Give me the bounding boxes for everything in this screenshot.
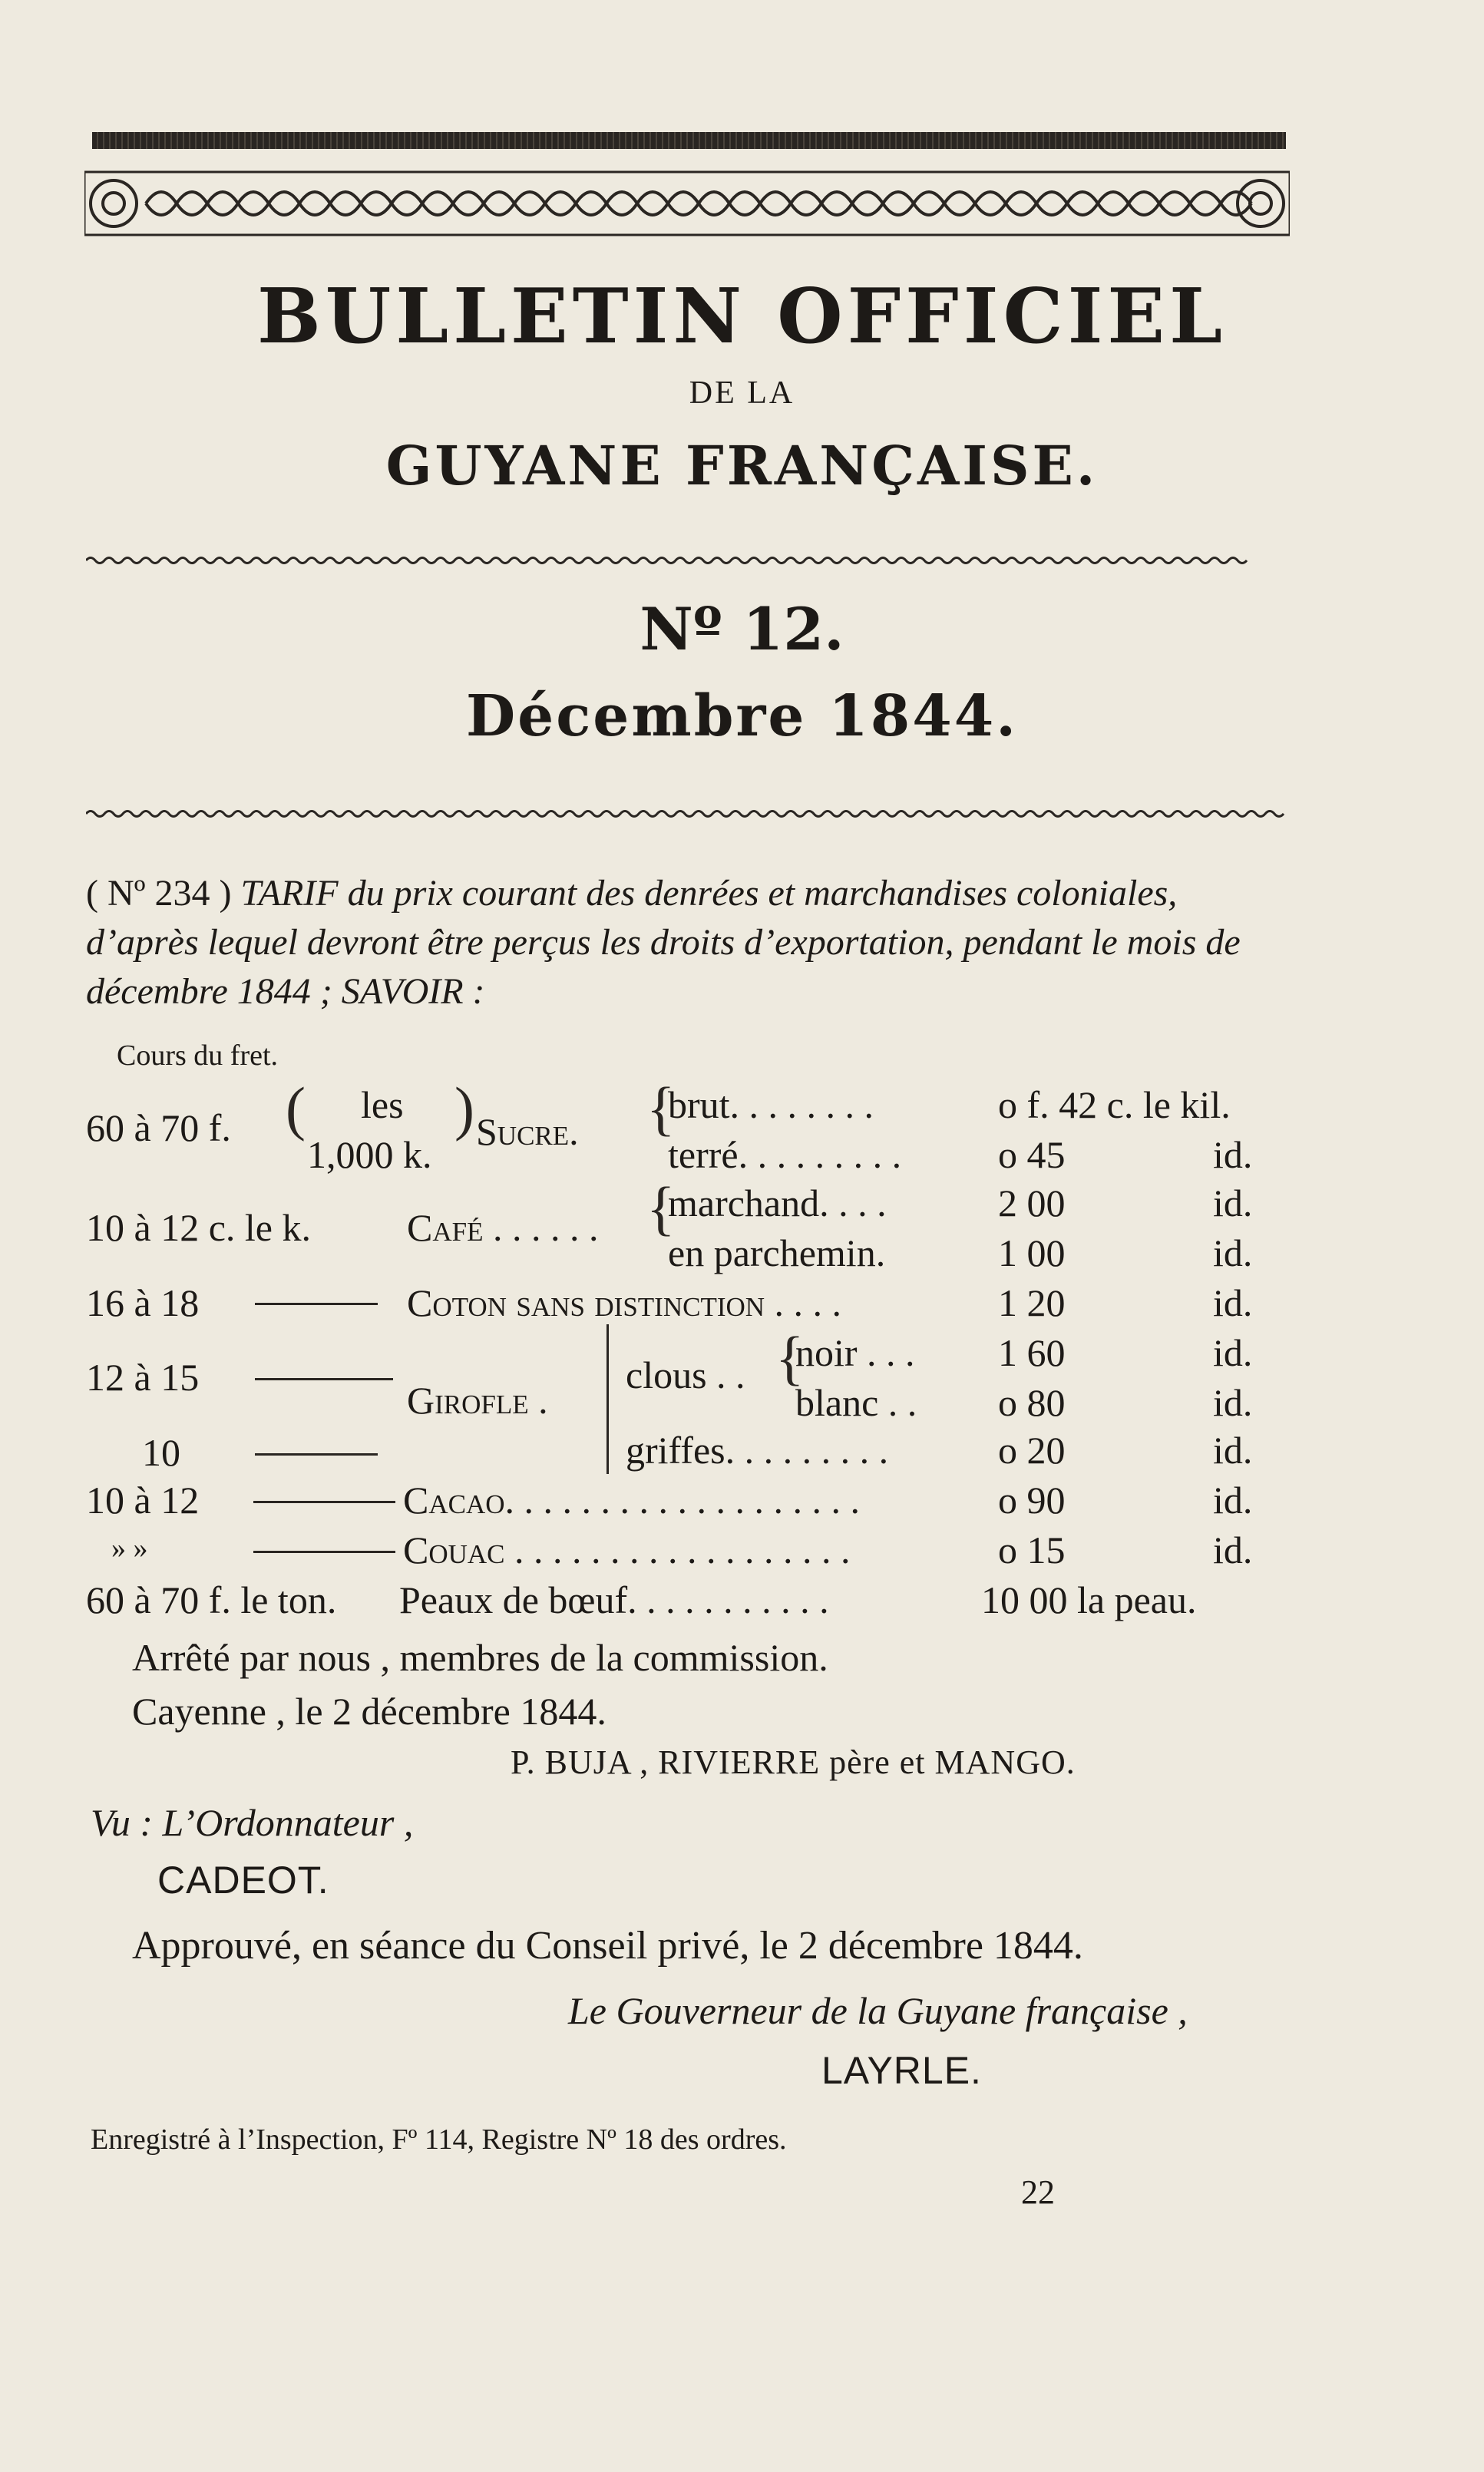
couac-unit: id. xyxy=(1213,1528,1253,1571)
place-date-line: Cayenne , le 2 décembre 1844. xyxy=(132,1690,606,1733)
cafe-marchand-price: 2 00 xyxy=(998,1181,1066,1224)
vu-ordonnateur: Vu : L’Ordonnateur , xyxy=(91,1801,414,1844)
cafe-parchemin-price: 1 00 xyxy=(998,1231,1066,1274)
colony-name: GUYANE FRANÇAISE. xyxy=(385,434,1099,497)
brace-clous: { xyxy=(775,1324,805,1391)
coton-price: 1 20 xyxy=(998,1281,1066,1324)
griffes-unit: id. xyxy=(1213,1429,1253,1472)
ordonnateur-name: CADEOT. xyxy=(157,1859,329,1902)
blanc-unit: id. xyxy=(1213,1381,1253,1424)
griffes-fret: 10 xyxy=(142,1431,180,1474)
couac-dash xyxy=(253,1551,395,1553)
coton-dash xyxy=(255,1303,378,1305)
decree-text: TARIF du prix courant des denrées et marchandises coloniales, d’après lequel devront être perçus les droits d’exportation, pendant le mois de décembre 1844 ; SAVOIR : xyxy=(86,873,1241,1012)
noir-price: 1 60 xyxy=(998,1331,1066,1374)
arrete-line: Arrêté par nous , membres de la commission. xyxy=(132,1636,828,1679)
peaux-price: 10 00 la peau. xyxy=(981,1578,1197,1621)
sucre-terre: terré. . . . . . . . . xyxy=(668,1133,902,1176)
ornamental-border-icon xyxy=(84,169,1290,238)
coton-fret: 16 à 18 xyxy=(86,1281,200,1324)
bulletin-month: Décembre 1844. xyxy=(466,683,1018,749)
bulletin-de-la: DE LA xyxy=(689,375,795,411)
couac-label: Couac . . . . . . . . . . . . . . . . . . xyxy=(403,1528,851,1571)
couac-fret: » » xyxy=(111,1532,148,1565)
bulletin-number: Nº 12. xyxy=(640,595,844,663)
cacao-unit: id. xyxy=(1213,1479,1253,1522)
gouverneur-name: LAYRLE. xyxy=(821,2049,982,2092)
header-thick-rule xyxy=(92,132,1286,149)
noir-label: noir . . . xyxy=(795,1331,915,1374)
girofle-dash xyxy=(255,1378,393,1380)
brace-sucre: ) xyxy=(454,1075,474,1142)
blanc-price: o 80 xyxy=(998,1381,1066,1424)
peaux-label: Peaux de bœuf. . . . . . . . . . . xyxy=(399,1578,829,1621)
signatories: P. BUJA , RIVIERRE père et MANGO. xyxy=(511,1743,1076,1781)
cafe-parchemin-unit: id. xyxy=(1213,1231,1253,1274)
wavy-divider-2 xyxy=(86,808,1291,820)
blanc-label: blanc . . xyxy=(795,1381,917,1424)
noir-unit: id. xyxy=(1213,1331,1253,1374)
wavy-divider xyxy=(86,554,1291,567)
brace-sucre-kinds: { xyxy=(646,1075,676,1142)
registration-line: Enregistré à l’Inspection, Fº 114, Registre Nº 18 des ordres. xyxy=(91,2123,787,2156)
griffes-label: griffes. . . . . . . . . xyxy=(626,1429,889,1472)
cafe-marchand: marchand. . . . xyxy=(668,1181,887,1224)
sucre-terre-unit: id. xyxy=(1213,1133,1253,1176)
sucre-fret-unit-a: les xyxy=(361,1083,404,1126)
brace-cafe: { xyxy=(646,1175,676,1241)
clous-label: clous . . xyxy=(626,1353,745,1396)
decree-paragraph xyxy=(86,869,1295,1016)
cafe-parchemin: en parchemin. xyxy=(668,1231,886,1274)
cafe-marchand-unit: id. xyxy=(1213,1181,1253,1224)
cacao-price: o 90 xyxy=(998,1479,1066,1522)
sucre-label: Sucre. xyxy=(476,1110,579,1153)
cafe-fret: 10 à 12 c. le k. xyxy=(86,1206,311,1249)
sucre-brut: brut. . . . . . . . xyxy=(668,1083,874,1126)
coton-label: Coton sans distinction . . . . xyxy=(407,1281,842,1324)
cacao-label: Cacao. . . . . . . . . . . . . . . . . . . xyxy=(403,1479,861,1522)
cacao-dash xyxy=(253,1501,395,1503)
griffes-dash xyxy=(255,1453,378,1456)
page-number: 22 xyxy=(1021,2173,1055,2211)
girofle-fret: 12 à 15 xyxy=(86,1356,200,1399)
peaux-fret: 60 à 70 f. le ton. xyxy=(86,1578,337,1621)
approuve-line: Approuvé, en séance du Conseil privé, le 2 décembre 1844. xyxy=(132,1924,1083,1968)
sucre-brut-price: o f. 42 c. le kil. xyxy=(998,1083,1231,1126)
cafe-label: Café . . . . . . xyxy=(407,1206,599,1249)
brace-sucre-unit: ( xyxy=(286,1075,306,1142)
sucre-fret-unit-b: 1,000 k. xyxy=(307,1133,432,1176)
decree-number: ( Nº 234 ) xyxy=(86,873,232,914)
sucre-terre-price: o 45 xyxy=(998,1133,1066,1176)
bulletin-title: BULLETIN OFFICIEL xyxy=(256,273,1228,361)
griffes-price: o 20 xyxy=(998,1429,1066,1472)
girofle-label: Girofle . xyxy=(407,1379,548,1422)
gouverneur-title: Le Gouverneur de la Guyane française , xyxy=(568,1989,1188,2032)
couac-price: o 15 xyxy=(998,1528,1066,1571)
fret-heading: Cours du fret. xyxy=(117,1039,279,1072)
brace-girofle xyxy=(606,1324,609,1474)
cacao-fret: 10 à 12 xyxy=(86,1479,200,1522)
sucre-fret: 60 à 70 f. xyxy=(86,1106,231,1149)
coton-unit: id. xyxy=(1213,1281,1253,1324)
